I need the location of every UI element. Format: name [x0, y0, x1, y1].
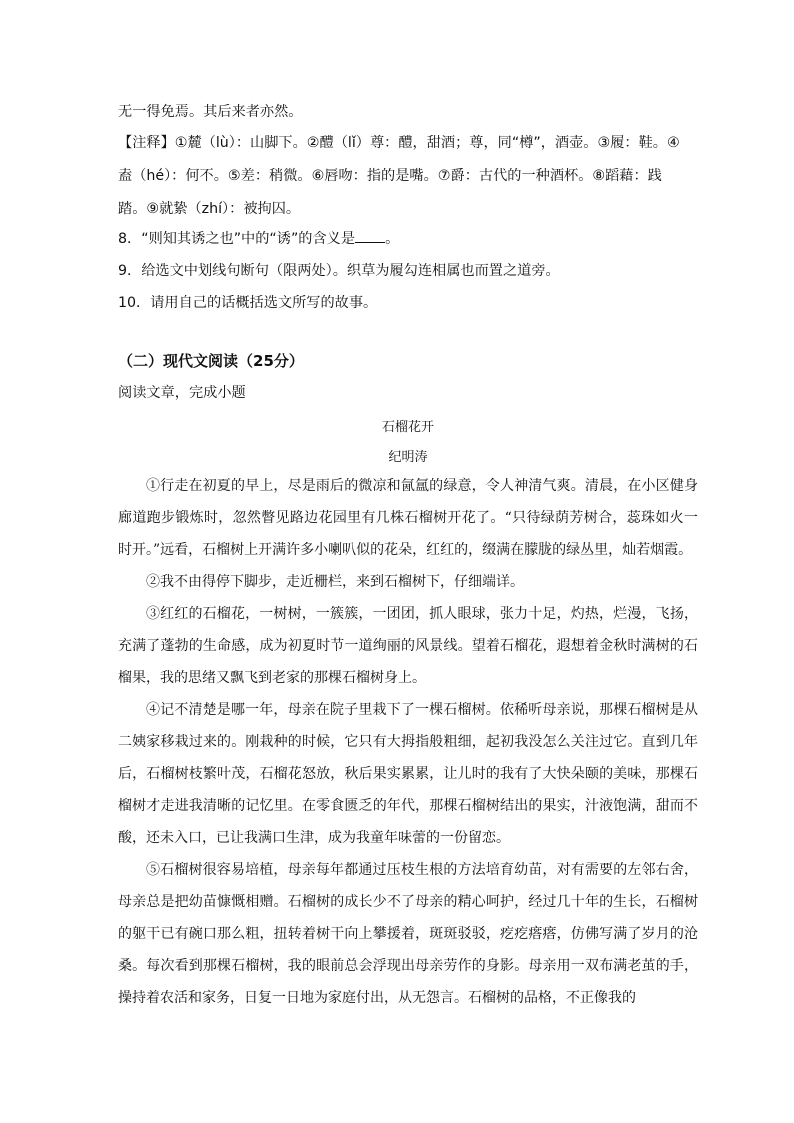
article-title: 石榴花开	[381, 420, 434, 435]
section-instruction: 阅读文章，完成小题	[118, 385, 246, 401]
passage-end-line: 无一得免焉。其后来者亦然。	[118, 104, 303, 120]
section-heading: （二）现代文阅读（25分）	[118, 352, 304, 370]
article-paragraph: ⑤石榴树很容易培植，母亲每年都通过压枝生根的方法培育幼苗，对有需要的左邻右舍，母亲总是把幼苗慷慨相赠。石榴树的成长少不了母亲的精心呵护，经过几十年的生长，石榴树的躯干已有碗口那么粗，扭转着树干向上攀援着，斑斑驳驳，疙疙瘩瘩，仿佛写满了岁月的沧桑。每次看到那棵石榴树，我的眼前总会浮现出母亲劳作的身影。母亲用一双布满老茧的手，操持着农活和家务，日复一日地为家庭付出，从无怨言。石榴树的品格，不正像我的	[118, 862, 698, 1006]
article-paragraph: ④记不清楚是哪一年，母亲在院子里栽下了一棵石榴树。依稀听母亲说，那棵石榴树是从二姨家移栽过来的。刚栽种的时候，它只有大拇指般粗细，起初我没怎么关注过它。直到几年后，石榴树枝繁叶茂，石榴花怒放，秋后果实累累，让儿时的我有了大快朵颐的美味，那棵石榴树才走进我清晰的记忆里。在零食匮乏的年代，那棵石榴树结出的果实，汁液饱满，甜而不酸，还未入口，已让我满口生津，成为我童年味蕾的一份留恋。	[118, 702, 698, 846]
question-8-end: 。	[385, 231, 400, 247]
notes-line-2: 盍（hé）：何不。⑤差：稍微。⑥唇吻：指的是嘴。⑦爵：古代的一种酒杯。⑧蹈藉：践	[118, 168, 662, 184]
question-8	[118, 229, 698, 249]
article-paragraph: ③红红的石榴花，一树树，一簇簇，一团团，抓人眼球，张力十足，灼热，烂漫，飞扬，充满了蓬勃的生命感，成为初夏时节一道绚丽的风景线。望着石榴花，遐想着金秋时满树的石榴果，我的思绪又飘飞到老家的那棵石榴树身上。	[118, 606, 698, 686]
notes-line-3: 踏。⑨就絷（zhí）：被拘囚。	[118, 201, 301, 217]
article-paragraph: ②我不由得停下脚步，走近栅栏，来到石榴树下，仔细端详。	[146, 574, 524, 590]
question-8-text: 8．“则知其诱之也”中的“诱”的含义是	[118, 231, 356, 247]
notes-line-1: 【注释】①麓（lù）：山脚下。②醴（lǐ）尊：醴，甜酒；尊，同“樽”，酒壶。③履：鞋。④	[118, 135, 680, 151]
article-body	[118, 470, 698, 1014]
article-author: 纪明涛	[388, 450, 428, 465]
question-9: 9．给选文中划线句断句（限两处）。织草为履勾连相属也而置之道旁。	[118, 263, 560, 279]
question-10: 10．请用自己的话概括选文所写的故事。	[118, 295, 378, 311]
answer-blank	[355, 230, 385, 243]
article-paragraph: ①行走在初夏的早上，尽是雨后的微凉和氤氲的绿意，令人神清气爽。清晨，在小区健身廊道跑步锻炼时，忽然瞥见路边花园里有几株石榴树开花了。“只待绿荫芳树合，蕊珠如火一时开。”远看，石榴树上开满许多小喇叭似的花朵，红红的，缀满在朦胧的绿丛里，灿若烟霞。	[118, 478, 698, 558]
